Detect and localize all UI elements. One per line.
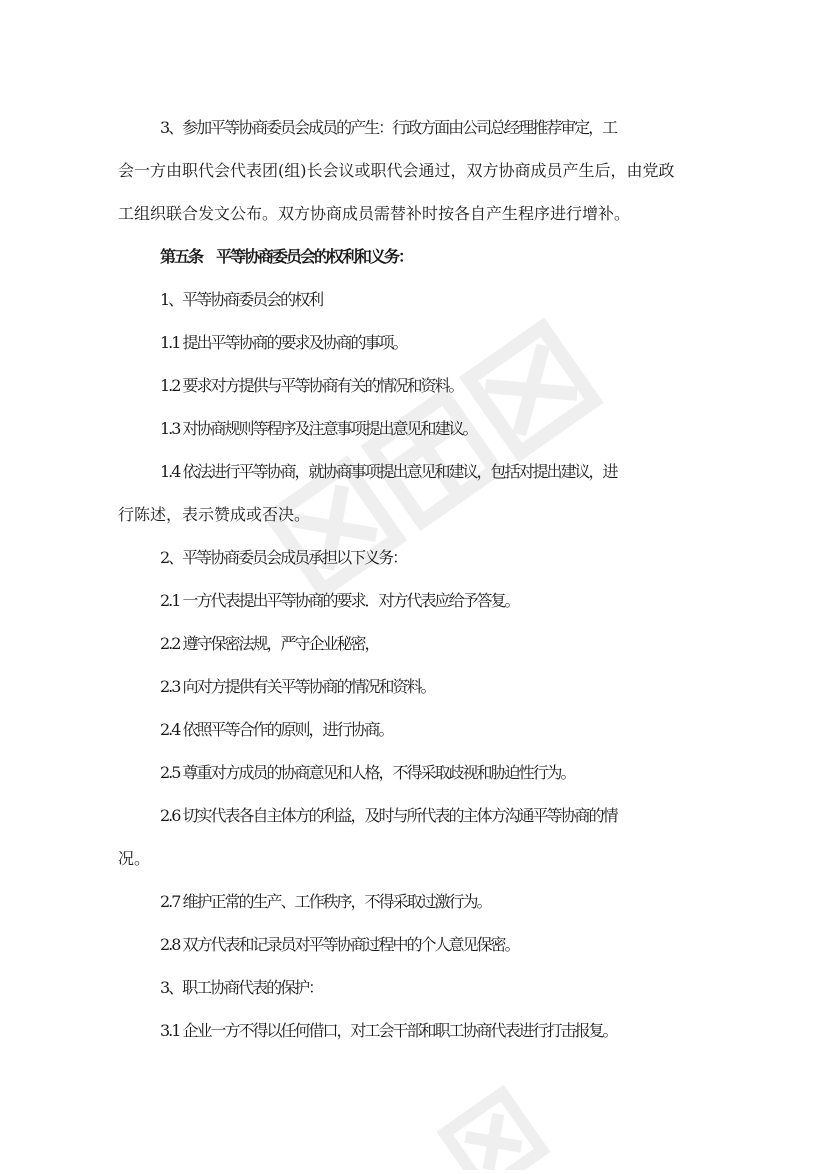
text-line: 1.2 要求对方提供与平等协商有关的情况和资料。	[160, 376, 463, 395]
text-line: 会一方由职代会代表团(组)长会议或职代会通过，双方协商成员产生后，由党政	[118, 161, 675, 180]
text-line: 行陈述，表示赞成或否决。	[118, 505, 311, 524]
document-body	[118, 106, 718, 1052]
watermark-logo-fragment	[420, 1080, 580, 1170]
text-line: 3.1 企业一方不得以任何借口，对工会干部和职工协商代表进行打击报复。	[160, 1021, 617, 1040]
text-line: 1.4 依法进行平等协商，就协商事项提出意见和建议，包括对提出建议，进	[160, 462, 617, 481]
text-line: 工组织联合发文公布。双方协商成员需替补时按各自产生程序进行增补。	[118, 204, 631, 223]
text-line: 1.1 提出平等协商的要求及协商的事项。	[160, 333, 407, 352]
text-line: 1.3 对协商规则等程序及注意事项提出意见和建议。	[160, 419, 477, 438]
text-line: 2.6 切实代表各自主体方的利益，及时与所代表的主体方沟通平等协商的情	[160, 806, 617, 825]
text-line: 2.7 维护正常的生产、工作秩序，不得采取过激行为。	[160, 892, 491, 911]
text-line: 2.5 尊重对方成员的协商意见和人格，不得采取歧视和胁迫性行为。	[160, 763, 575, 782]
section-heading: 第五条 平等协商委员会的权利和义务：	[160, 247, 413, 266]
text-line: 2.3 向对方提供有关平等协商的情况和资料。	[160, 677, 435, 696]
text-line: 况。	[118, 849, 151, 868]
text-line: 2.2 遵守保密法规，严守企业秘密，	[160, 634, 379, 653]
text-line: 2.4 依照平等合作的原则，进行协商。	[160, 720, 393, 739]
text-line: 3、职工协商代表的保护：	[160, 978, 323, 997]
text-line: 3、参加平等协商委员会成员的产生：行政方面由公司总经理推荐审定，工	[160, 118, 617, 137]
text-line: 2.8 双方代表和记录员对平等协商过程中的个人意见保密。	[160, 935, 519, 954]
text-line: 1、平等协商委员会的权利	[160, 290, 323, 309]
text-line: 2.1 一方代表提出平等协商的要求．对方代表应给予答复。	[160, 591, 519, 610]
text-line: 2、平等协商委员会成员承担以下义务：	[160, 548, 407, 567]
